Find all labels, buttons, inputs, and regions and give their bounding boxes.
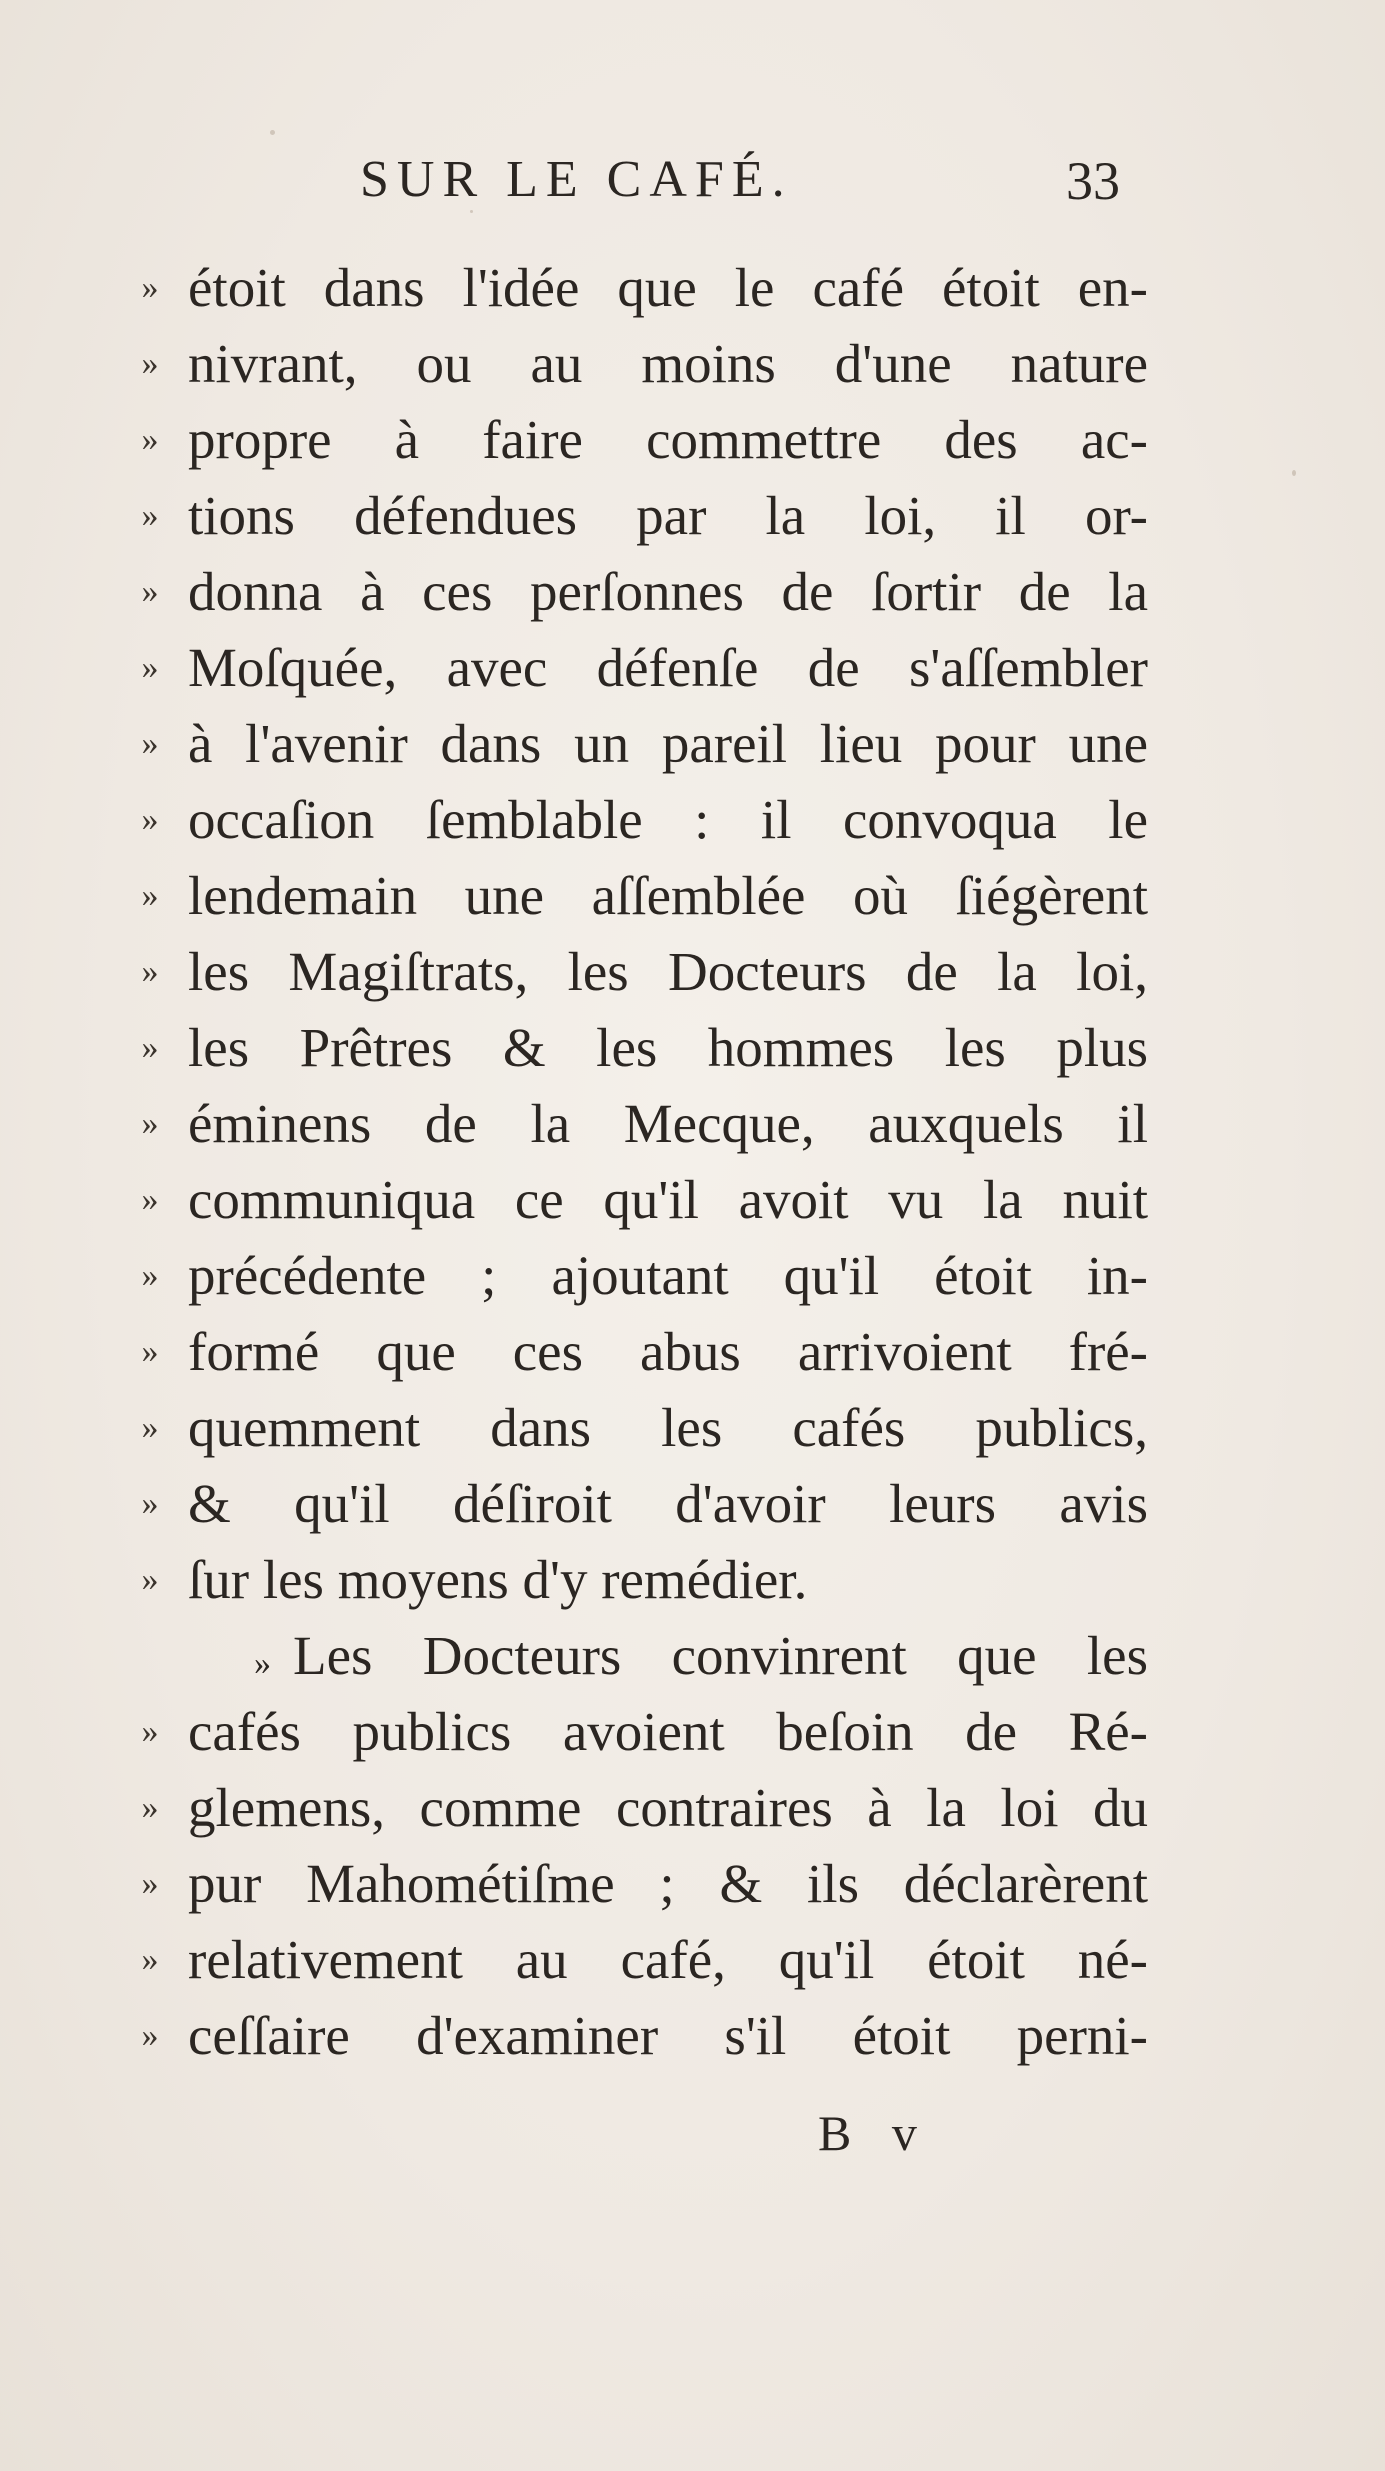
page-number: 33 — [1066, 151, 1120, 211]
body-text — [188, 250, 1148, 2074]
quote-mark: » — [141, 1865, 159, 1902]
text-line: quemment dans les cafés publics, — [188, 1397, 1148, 1458]
quote-mark: » — [141, 1409, 159, 1446]
quote-mark: » — [141, 1485, 159, 1522]
text-line: formé que ces abus arrivoient fré- — [188, 1321, 1148, 1382]
quote-mark: » — [141, 1941, 159, 1978]
quote-mark: » — [141, 1713, 159, 1750]
text-line: relativement au café, qu'il étoit né- — [188, 1929, 1148, 1990]
text-line: & qu'il déſiroit d'avoir leurs avis — [188, 1473, 1148, 1534]
text-line: ſur les moyens d'y remédier. — [188, 1549, 808, 1610]
quote-mark: » — [141, 1029, 159, 1066]
quote-mark: » — [141, 421, 159, 458]
quote-mark: » — [141, 1561, 159, 1598]
quote-mark-empty — [120, 1618, 180, 1694]
text-line: nivrant, ou au moins d'une nature — [188, 333, 1148, 394]
quote-mark: » — [141, 725, 159, 762]
page-header — [360, 150, 1120, 230]
text-line: étoit dans l'idée que le café étoit en- — [188, 257, 1148, 318]
quote-mark: » — [141, 497, 159, 534]
text-line: Moſquée, avec défenſe de s'aſſembler — [188, 637, 1148, 698]
text-line: cafés publics avoient beſoin de Ré- — [188, 1701, 1148, 1762]
text-line: lendemain une aſſemblée où ſiégèrent — [188, 865, 1148, 926]
quotation-marks-column — [120, 250, 180, 2074]
quote-mark: » — [141, 573, 159, 610]
quote-mark: » — [141, 1257, 159, 1294]
text-line: les Prêtres & les hommes les plus — [188, 1017, 1148, 1078]
quote-mark: » — [141, 1105, 159, 1142]
quote-mark: » — [141, 877, 159, 914]
text-line: à l'avenir dans un pareil lieu pour une — [188, 713, 1148, 774]
text-line: Les Docteurs convinrent que les — [293, 1625, 1148, 1686]
text-line: les Magiſtrats, les Docteurs de la loi, — [188, 941, 1148, 1002]
text-line: précédente ; ajoutant qu'il étoit in- — [188, 1245, 1148, 1306]
text-line: ceſſaire d'examiner s'il étoit perni- — [188, 2005, 1148, 2066]
paper-spot — [470, 210, 473, 213]
text-line: donna à ces perſonnes de ſortir de la — [188, 561, 1148, 622]
quote-mark: » — [141, 1181, 159, 1218]
text-line: communiqua ce qu'il avoit vu la nuit — [188, 1169, 1148, 1230]
quote-mark: » — [141, 1789, 159, 1826]
text-line: pur Mahométiſme ; & ils déclarèrent — [188, 1853, 1148, 1914]
paper-spot — [1292, 470, 1296, 476]
signature-mark: B v — [818, 2105, 931, 2161]
text-line: propre à faire commettre des ac- — [188, 409, 1148, 470]
quote-mark: » — [141, 2017, 159, 2054]
quote-mark: » — [141, 1333, 159, 1370]
paper-spot — [270, 130, 275, 135]
text-line: occaſion ſemblable : il convoqua le — [188, 789, 1148, 850]
quote-mark: » — [141, 345, 159, 382]
text-line: glemens, comme contraires à la loi du — [188, 1777, 1148, 1838]
text-line: tions défendues par la loi, il or- — [188, 485, 1148, 546]
paragraph-start-line — [188, 1618, 1148, 1694]
quote-mark: » — [141, 269, 159, 306]
text-line: éminens de la Mecque, auxquels il — [188, 1093, 1148, 1154]
running-title: SUR LE CAFÉ. — [360, 151, 793, 208]
inline-quote-mark: » — [254, 1645, 271, 1682]
quote-mark: » — [141, 649, 159, 686]
quote-mark: » — [141, 953, 159, 990]
quote-mark: » — [141, 801, 159, 838]
